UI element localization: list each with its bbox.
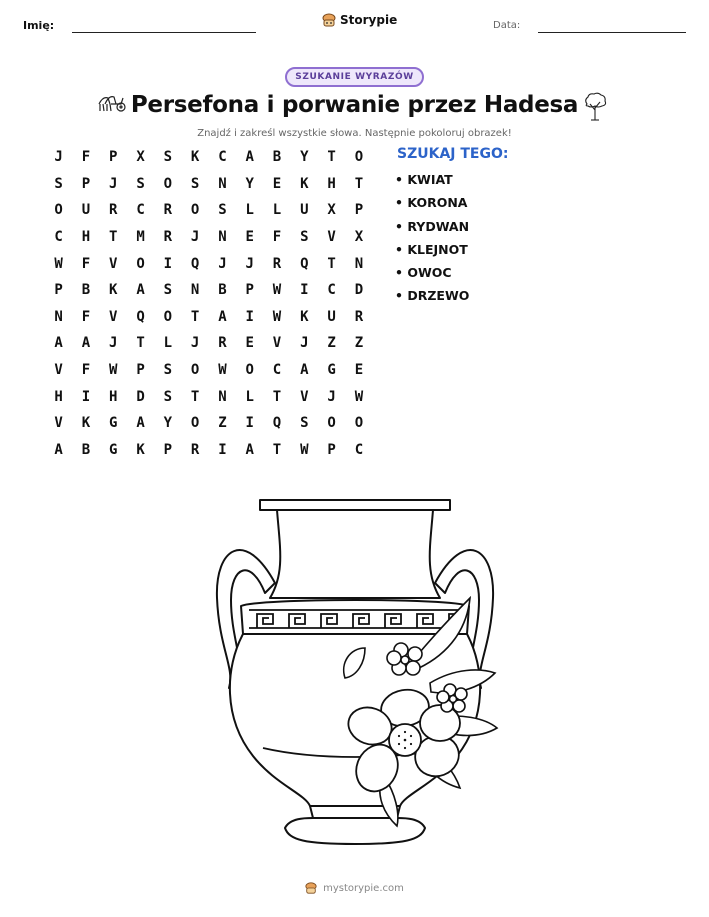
grid-letter[interactable]: R (163, 229, 173, 246)
grid-letter[interactable]: T (136, 335, 145, 352)
grid-letter[interactable]: U (327, 308, 336, 325)
grid-row (45, 171, 373, 198)
grid-letter[interactable]: Q (300, 255, 309, 272)
grid-letter[interactable]: P (245, 282, 254, 299)
instructions: Znajdź i zakreśl wszystkie słowa. Następnie pokoloruj obrazek! (197, 128, 512, 139)
grid-letter[interactable]: X (354, 229, 364, 246)
grid-letter[interactable]: B (81, 441, 91, 458)
grid-letter[interactable]: J (109, 175, 118, 192)
grid-letter[interactable]: S (136, 175, 145, 192)
activity-badge: SZUKANIE WYRAZÓW (285, 67, 424, 87)
grid-letter[interactable]: I (163, 255, 173, 272)
grid-letter[interactable]: N (218, 388, 227, 405)
grid-letter[interactable]: T (327, 255, 336, 272)
grid-letter[interactable]: A (136, 282, 145, 299)
grid-letter[interactable]: S (163, 149, 173, 166)
grid-letter[interactable]: T (272, 388, 282, 405)
grid-letter[interactable]: Z (354, 335, 364, 352)
grid-letter[interactable]: J (300, 335, 309, 352)
grid-letter[interactable]: V (54, 415, 63, 432)
grid-letter[interactable]: H (109, 388, 118, 405)
grid-letter[interactable]: N (190, 282, 200, 299)
grid-letter[interactable]: T (354, 175, 364, 192)
grid-letter[interactable]: S (163, 282, 173, 299)
grid-letter[interactable]: W (300, 441, 309, 458)
grid-letter[interactable]: S (218, 202, 227, 219)
grid-row (45, 250, 373, 277)
grid-letter[interactable]: A (136, 415, 145, 432)
grid-letter[interactable]: D (354, 282, 364, 299)
grid-letter[interactable]: X (327, 202, 336, 219)
grid-letter[interactable]: E (245, 229, 254, 246)
grid-letter[interactable]: F (81, 255, 91, 272)
grid-letter[interactable]: Y (300, 149, 309, 166)
grid-letter[interactable]: W (218, 362, 227, 379)
date-line[interactable] (538, 32, 686, 33)
grid-letter[interactable]: O (163, 175, 173, 192)
grid-letter[interactable]: R (218, 335, 227, 352)
grid-letter[interactable]: N (354, 255, 364, 272)
grid-letter[interactable]: O (190, 202, 200, 219)
word-item: • RYDWAN (395, 218, 470, 234)
grid-letter[interactable]: L (163, 335, 173, 352)
grid-letter[interactable]: H (54, 388, 63, 405)
grid-letter[interactable]: I (218, 441, 227, 458)
grid-letter[interactable]: Z (218, 415, 227, 432)
grid-letter[interactable]: U (300, 202, 309, 219)
grid-letter[interactable]: L (272, 202, 282, 219)
word-item: • OWOC (395, 265, 452, 281)
grid-letter[interactable]: J (218, 255, 227, 272)
grid-letter[interactable]: A (54, 441, 63, 458)
grid-letter[interactable]: O (190, 415, 200, 432)
grid-row (45, 437, 373, 464)
grid-letter[interactable]: V (109, 255, 118, 272)
name-label: Imię: (23, 19, 55, 32)
name-line[interactable] (72, 32, 256, 33)
grid-letter[interactable]: Q (272, 415, 282, 432)
grid-letter[interactable]: T (272, 441, 282, 458)
grid-letter[interactable]: I (81, 388, 91, 405)
grid-letter[interactable]: B (218, 282, 227, 299)
grid-letter[interactable]: I (245, 415, 254, 432)
grid-letter[interactable]: R (163, 202, 173, 219)
grid-letter[interactable]: I (300, 282, 309, 299)
pie-mascot-icon (322, 12, 336, 28)
grid-letter[interactable]: J (190, 229, 200, 246)
grid-letter[interactable]: T (190, 308, 200, 325)
grid-letter[interactable]: R (109, 202, 118, 219)
grid-letter[interactable]: W (272, 308, 282, 325)
grid-letter[interactable]: T (190, 388, 200, 405)
grid-letter[interactable]: P (354, 202, 364, 219)
grid-letter[interactable]: A (300, 362, 309, 379)
grid-letter[interactable]: S (190, 175, 200, 192)
grid-row (45, 357, 373, 384)
grid-letter[interactable]: W (109, 362, 118, 379)
grid-row (45, 224, 373, 251)
grid-letter[interactable]: F (81, 308, 91, 325)
footer (0, 881, 709, 895)
grid-letter[interactable]: K (300, 308, 309, 325)
tree-icon (582, 92, 608, 122)
grid-letter[interactable]: C (54, 229, 63, 246)
grid-letter[interactable]: A (218, 308, 227, 325)
grid-letter[interactable]: H (327, 175, 336, 192)
grid-letter[interactable]: S (54, 175, 63, 192)
grid-letter[interactable]: C (218, 149, 227, 166)
grid-letter[interactable]: R (354, 308, 364, 325)
grid-letter[interactable]: C (272, 362, 282, 379)
grid-letter[interactable]: T (109, 229, 118, 246)
grid-letter[interactable]: J (327, 388, 336, 405)
grid-letter[interactable]: K (109, 282, 118, 299)
grid-letter[interactable]: E (245, 335, 254, 352)
grid-row (45, 197, 373, 224)
grid-letter[interactable]: V (300, 388, 309, 405)
grid-letter[interactable]: I (245, 308, 254, 325)
vase-illustration[interactable] (205, 488, 505, 848)
grid-letter[interactable]: A (81, 335, 91, 352)
grid-letter[interactable]: U (81, 202, 91, 219)
grid-letter[interactable]: L (245, 202, 254, 219)
grid-letter[interactable]: E (272, 175, 282, 192)
grid-letter[interactable]: H (81, 229, 91, 246)
grid-letter[interactable]: A (245, 149, 254, 166)
grid-letter[interactable]: J (190, 335, 200, 352)
grid-letter[interactable]: P (81, 175, 91, 192)
grid-letter[interactable]: S (163, 362, 173, 379)
grid-letter[interactable]: P (163, 441, 173, 458)
grid-letter[interactable]: B (81, 282, 91, 299)
word-item: • KLEJNOT (395, 241, 468, 257)
grid-letter[interactable]: K (136, 441, 145, 458)
grid-letter[interactable]: V (109, 308, 118, 325)
grid-letter[interactable]: R (190, 441, 200, 458)
grid-letter[interactable]: J (245, 255, 254, 272)
grid-letter[interactable]: O (54, 202, 63, 219)
grid-letter[interactable]: G (109, 415, 118, 432)
grid-letter[interactable]: A (54, 335, 63, 352)
grid-letter[interactable]: B (272, 149, 282, 166)
grid-letter[interactable]: F (272, 229, 282, 246)
footer-url[interactable]: mystorypie.com (323, 882, 404, 894)
grid-letter[interactable]: Q (190, 255, 200, 272)
grid-letter[interactable]: S (300, 229, 309, 246)
grid-letter[interactable]: Z (327, 335, 336, 352)
grid-letter[interactable]: O (163, 308, 173, 325)
grid-letter[interactable]: C (136, 202, 145, 219)
grid-row (45, 383, 373, 410)
grid-letter[interactable]: C (327, 282, 336, 299)
grid-letter[interactable]: C (354, 441, 364, 458)
grid-row (45, 144, 373, 171)
grid-letter[interactable]: Y (163, 415, 173, 432)
page-title: Persefona i porwanie przez Hadesa (130, 92, 579, 118)
grid-letter[interactable]: V (272, 335, 282, 352)
pie-mascot-icon (305, 881, 317, 895)
grid-letter[interactable]: A (245, 441, 254, 458)
grid-letter[interactable]: M (136, 229, 145, 246)
grid-row (45, 330, 373, 357)
word-search-grid[interactable] (45, 144, 373, 463)
grid-letter[interactable]: S (300, 415, 309, 432)
brand-name: Storypie (340, 13, 398, 27)
word-list (395, 171, 469, 311)
grid-letter[interactable]: K (190, 149, 200, 166)
grid-letter[interactable]: E (354, 362, 364, 379)
grid-letter[interactable]: O (245, 362, 254, 379)
grid-letter[interactable]: O (327, 415, 336, 432)
grid-letter[interactable]: V (327, 229, 336, 246)
grid-letter[interactable]: O (190, 362, 200, 379)
grid-letter[interactable]: R (272, 255, 282, 272)
grid-letter[interactable]: G (109, 441, 118, 458)
grid-letter[interactable]: K (81, 415, 91, 432)
grid-row (45, 277, 373, 304)
grid-letter[interactable]: Q (136, 308, 145, 325)
grid-letter[interactable]: J (109, 335, 118, 352)
word-item: • KWIAT (395, 172, 453, 187)
grid-letter[interactable]: S (163, 388, 173, 405)
word-item: • DRZEWO (395, 288, 470, 304)
grid-letter[interactable]: O (136, 255, 145, 272)
grid-letter[interactable]: P (109, 149, 118, 166)
grid-letter[interactable]: O (354, 149, 364, 166)
grid-letter[interactable]: F (81, 149, 91, 166)
grid-letter[interactable]: D (136, 388, 145, 405)
grid-letter[interactable]: L (245, 388, 254, 405)
grid-letter[interactable]: P (327, 441, 336, 458)
grid-row (45, 410, 373, 437)
grid-letter[interactable]: K (300, 175, 309, 192)
grid-letter[interactable]: P (54, 282, 63, 299)
grid-letter[interactable]: N (54, 308, 63, 325)
grid-letter[interactable]: O (354, 415, 364, 432)
date-label: Data: (493, 20, 521, 31)
grid-letter[interactable]: N (218, 175, 227, 192)
grid-letter[interactable]: G (327, 362, 336, 379)
grid-letter[interactable]: P (136, 362, 145, 379)
grid-letter[interactable]: N (218, 229, 227, 246)
grid-letter[interactable]: J (54, 149, 63, 166)
brand-logo (322, 12, 397, 28)
grid-row (45, 304, 373, 331)
grid-letter[interactable]: X (136, 149, 145, 166)
grid-letter[interactable]: W (54, 255, 63, 272)
grid-letter[interactable]: Y (245, 175, 254, 192)
grid-letter[interactable]: V (54, 362, 63, 379)
grid-letter[interactable]: W (354, 388, 364, 405)
grid-letter[interactable]: F (81, 362, 91, 379)
word-list-heading: SZUKAJ TEGO: (397, 146, 509, 162)
grid-letter[interactable]: T (327, 149, 336, 166)
word-item: • KORONA (395, 195, 468, 211)
grid-letter[interactable]: W (272, 282, 282, 299)
